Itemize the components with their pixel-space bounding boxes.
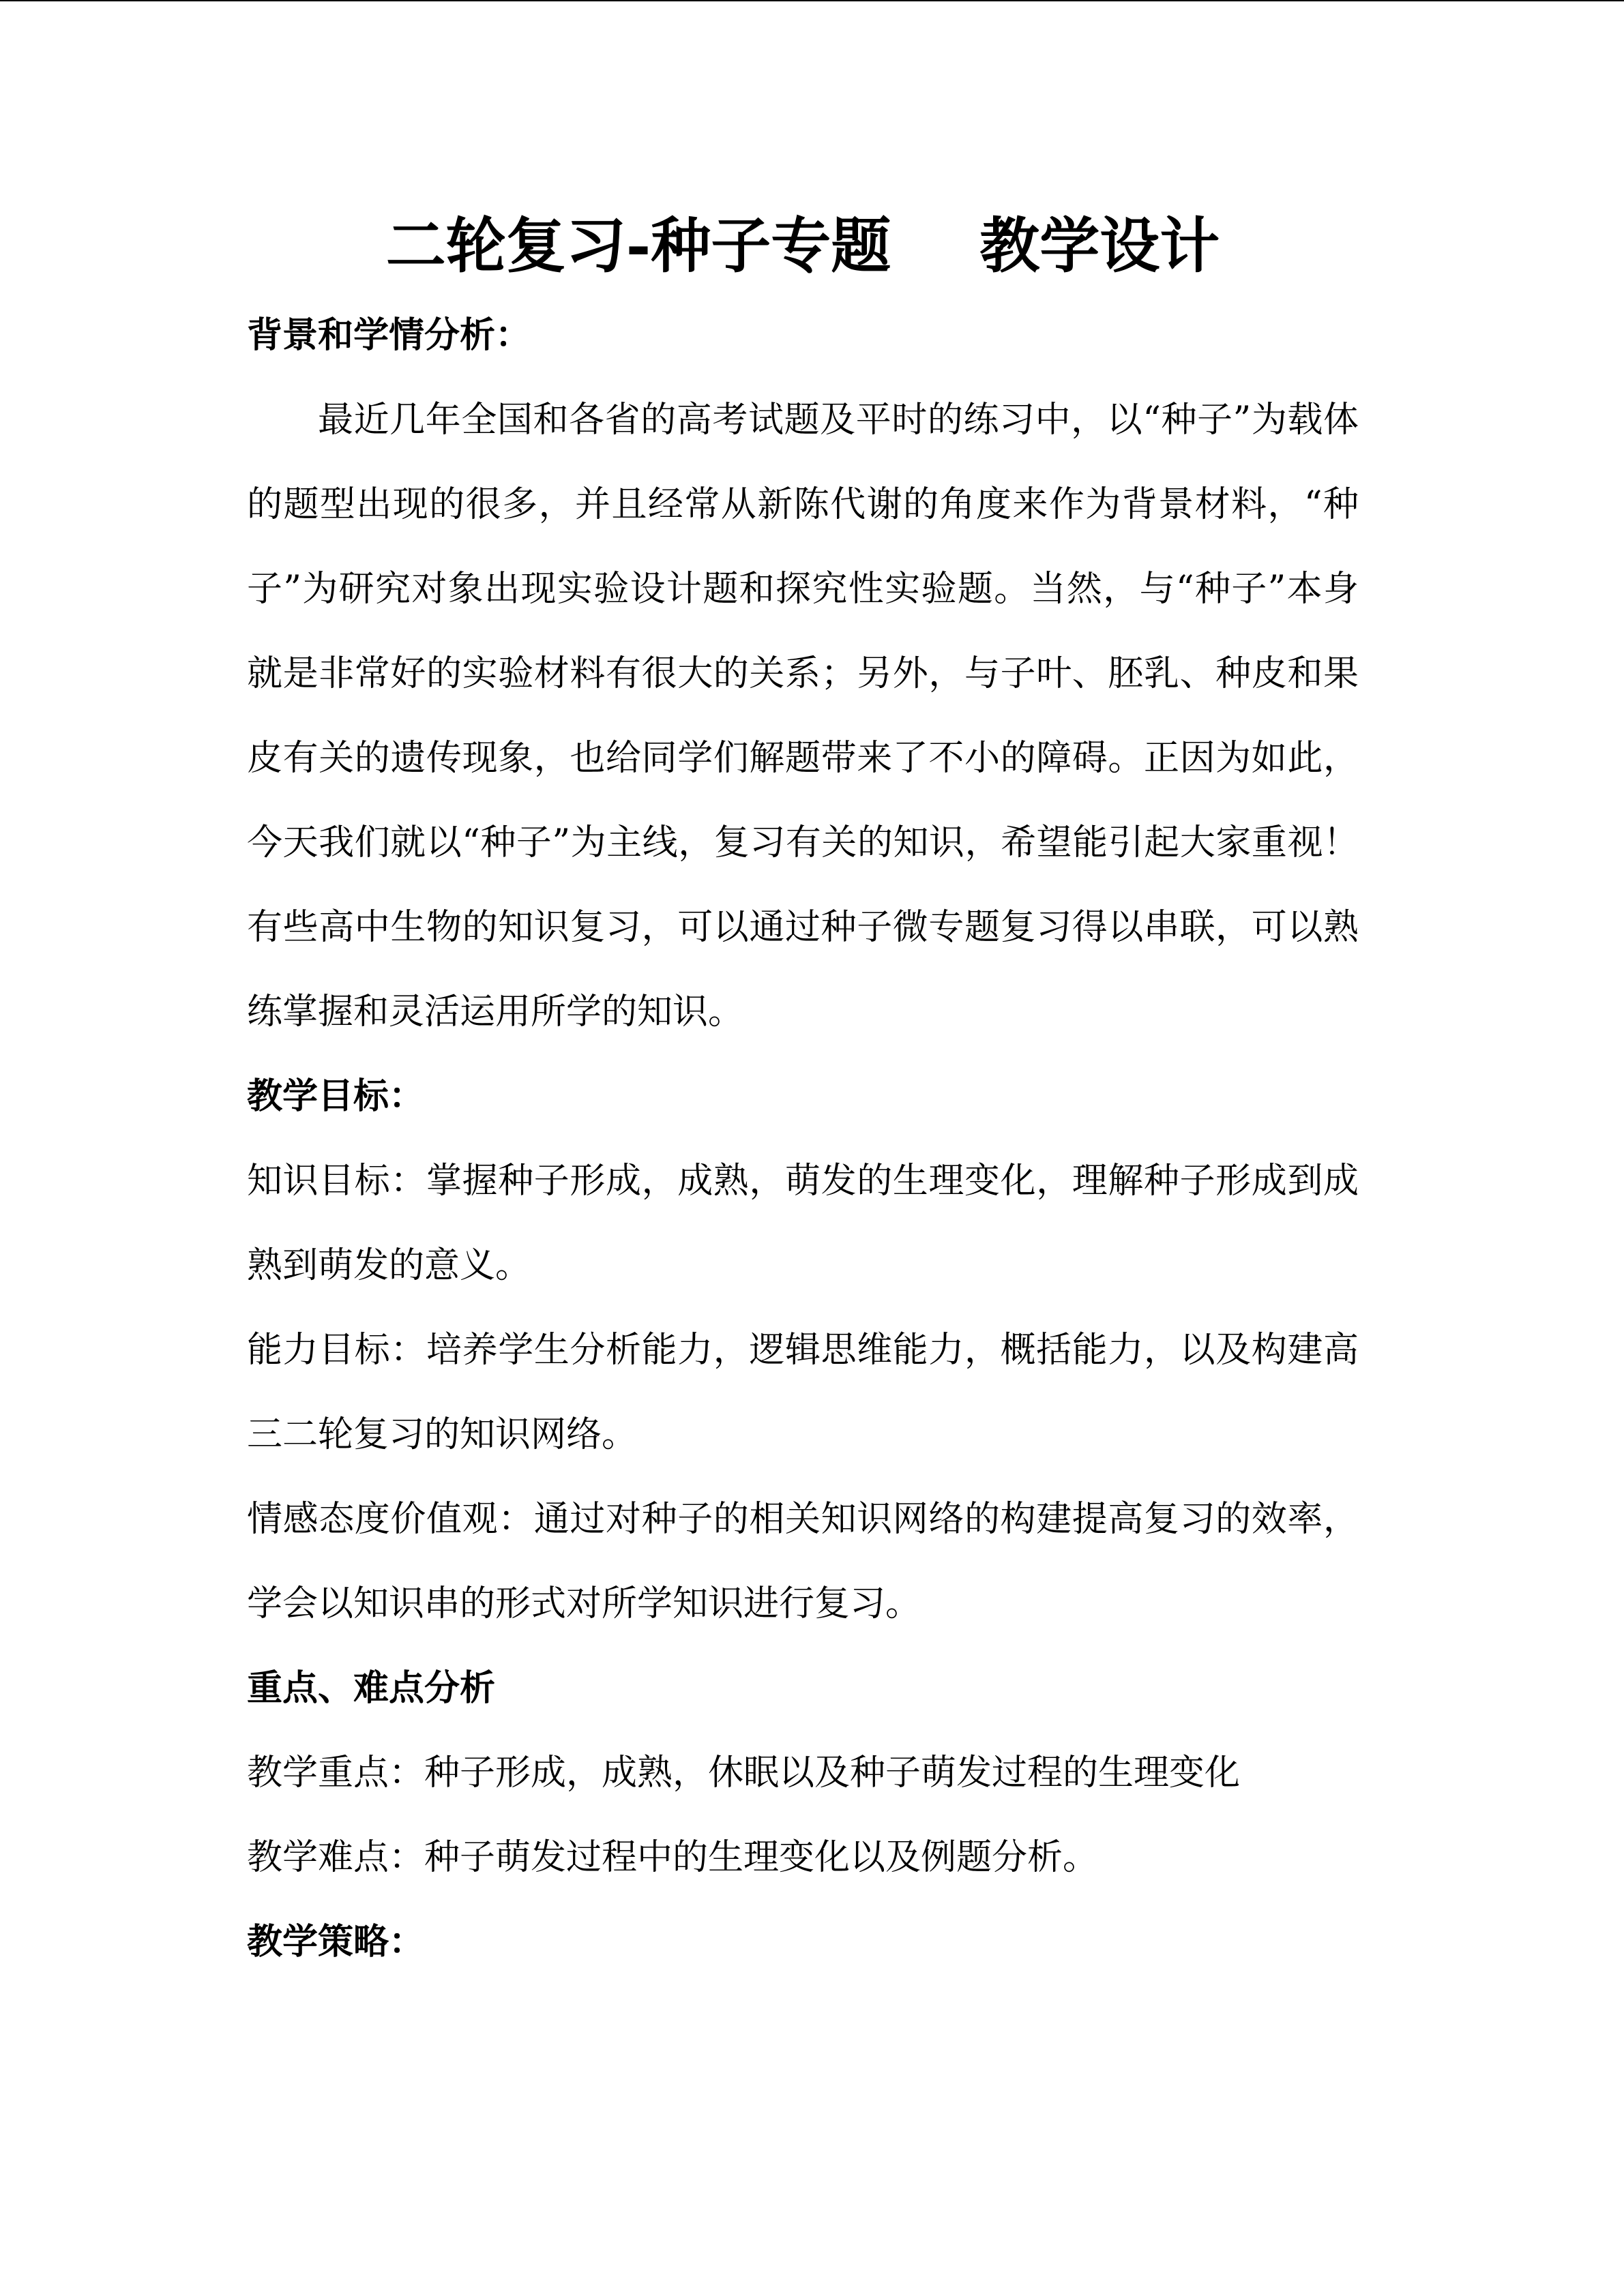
key-points-heading: 重点、难点分析 <box>247 1667 496 1709</box>
teaching-focus: 教学重点：种子形成，成熟，休眠以及种子萌发过程的生理变化 <box>247 1753 1241 1793</box>
document-body <box>247 205 1359 1984</box>
title-sub: 教学设计 <box>979 210 1220 281</box>
document-title <box>247 205 1359 286</box>
background-heading: 背景和学情分析： <box>247 314 531 356</box>
title-main: 二轮复习-种子专题 <box>385 210 891 281</box>
knowledge-objective: 知识目标：掌握种子形成，成熟，萌发的生理变化，理解种子形成到成熟到萌发的意义。 <box>247 1161 1359 1286</box>
teaching-difficulty: 教学难点：种子萌发过程中的生理变化以及例题分析。 <box>247 1837 1099 1878</box>
objectives-heading: 教学目标： <box>247 1075 425 1117</box>
background-paragraph: 最近几年全国和各省的高考试题及平时的练习中，以“种子”为载体的题型出现的很多，并且经常从新陈代谢的角度来作为背景材料，“种子”为研究对象出现实验设计题和探究性实验题。当然，与“种子”本身就是非常好的实验材料有很大的关系；另外，与子叶、胚乳、种皮和果皮有关的遗传现象，也给同学们解题带来了不小的障碍。正因为如此，今天我们就以“种子”为主线，复习有关的知识，希望能引起大家重视！有些高中生物的知识复习，可以通过种子微专题复习得以串联，可以熟练掌握和灵活运用所学的知识。 <box>247 400 1359 1032</box>
strategy-heading: 教学策略： <box>247 1921 425 1963</box>
emotion-objective: 情感态度价值观：通过对种子的相关知识网络的构建提高复习的效率，学会以知识串的形式对所学知识进行复习。 <box>247 1499 1359 1624</box>
ability-objective: 能力目标：培养学生分析能力，逻辑思维能力，概括能力，以及构建高三二轮复习的知识网络。 <box>247 1330 1359 1455</box>
